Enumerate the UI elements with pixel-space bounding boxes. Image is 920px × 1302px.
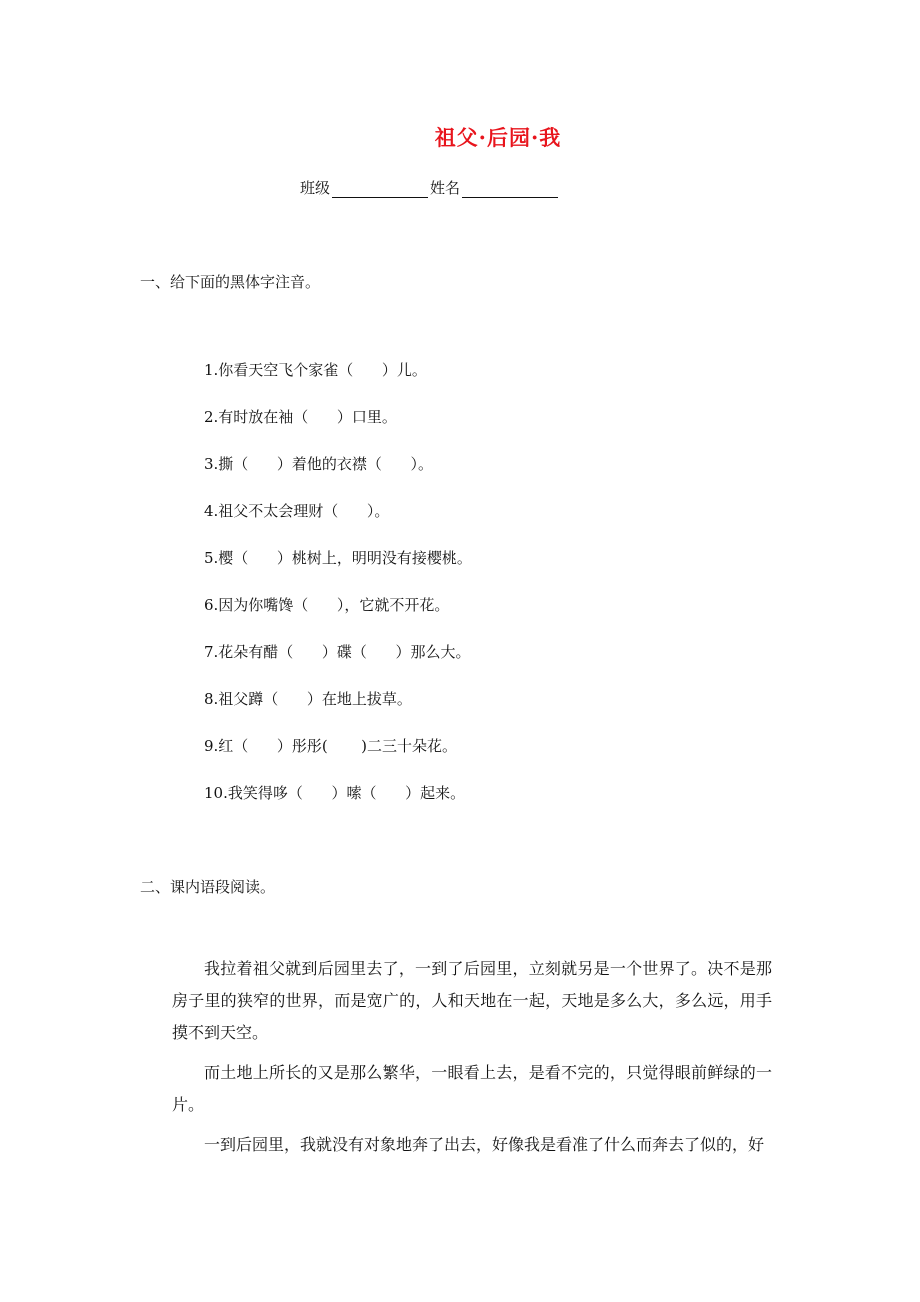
name-label: 姓名: [430, 179, 461, 197]
class-label: 班级: [300, 179, 331, 197]
question-item: 6.因为你嘴馋（ ），它就不开花。: [204, 596, 450, 614]
question-item: 5.樱（ ）桃树上，明明没有接樱桃。: [204, 549, 472, 567]
section2-heading: 二、课内语段阅读。: [140, 878, 276, 896]
question-item: 2.有时放在袖（ ）口里。: [204, 408, 397, 426]
reading-paragraph: 我拉着祖父就到后园里去了，一到了后园里，立刻就另是一个世界了。决不是那房子里的狭窄的世界，而是宽广的，人和天地在一起，天地是多么大，多么远，用手摸不到天空。: [172, 959, 772, 1042]
question-item: 9.红（ ）彤彤( )二三十朵花。: [204, 737, 458, 755]
class-blank[interactable]: [332, 181, 428, 198]
question-item: 1.你看天空飞个家雀（ ）儿。: [204, 361, 427, 379]
reading-paragraph: 而土地上所长的又是那么繁华，一眼看上去，是看不完的，只觉得眼前鲜绿的一片。: [172, 1063, 772, 1114]
student-info: [300, 177, 560, 198]
question-item: 4.祖父不太会理财（ ）。: [204, 502, 390, 520]
question-item: 8.祖父蹲（ ）在地上拔草。: [204, 690, 412, 708]
page-title: 祖父·后园·我: [434, 125, 562, 150]
question-item: 3.撕（ ）着他的衣襟（ ）。: [204, 455, 434, 473]
reading-paragraph: 一到后园里，我就没有对象地奔了出去，好像我是看准了什么而奔去了似的，好: [204, 1135, 765, 1154]
pinyin-question-list: [204, 359, 472, 829]
question-item: 10.我笑得哆（ ）嗦（ ）起来。: [204, 784, 466, 802]
name-blank[interactable]: [462, 181, 558, 198]
question-item: 7.花朵有醋（ ）碟（ ）那么大。: [204, 643, 471, 661]
reading-passage: [172, 953, 772, 1169]
section1-heading: 一、给下面的黑体字注音。: [140, 273, 321, 291]
